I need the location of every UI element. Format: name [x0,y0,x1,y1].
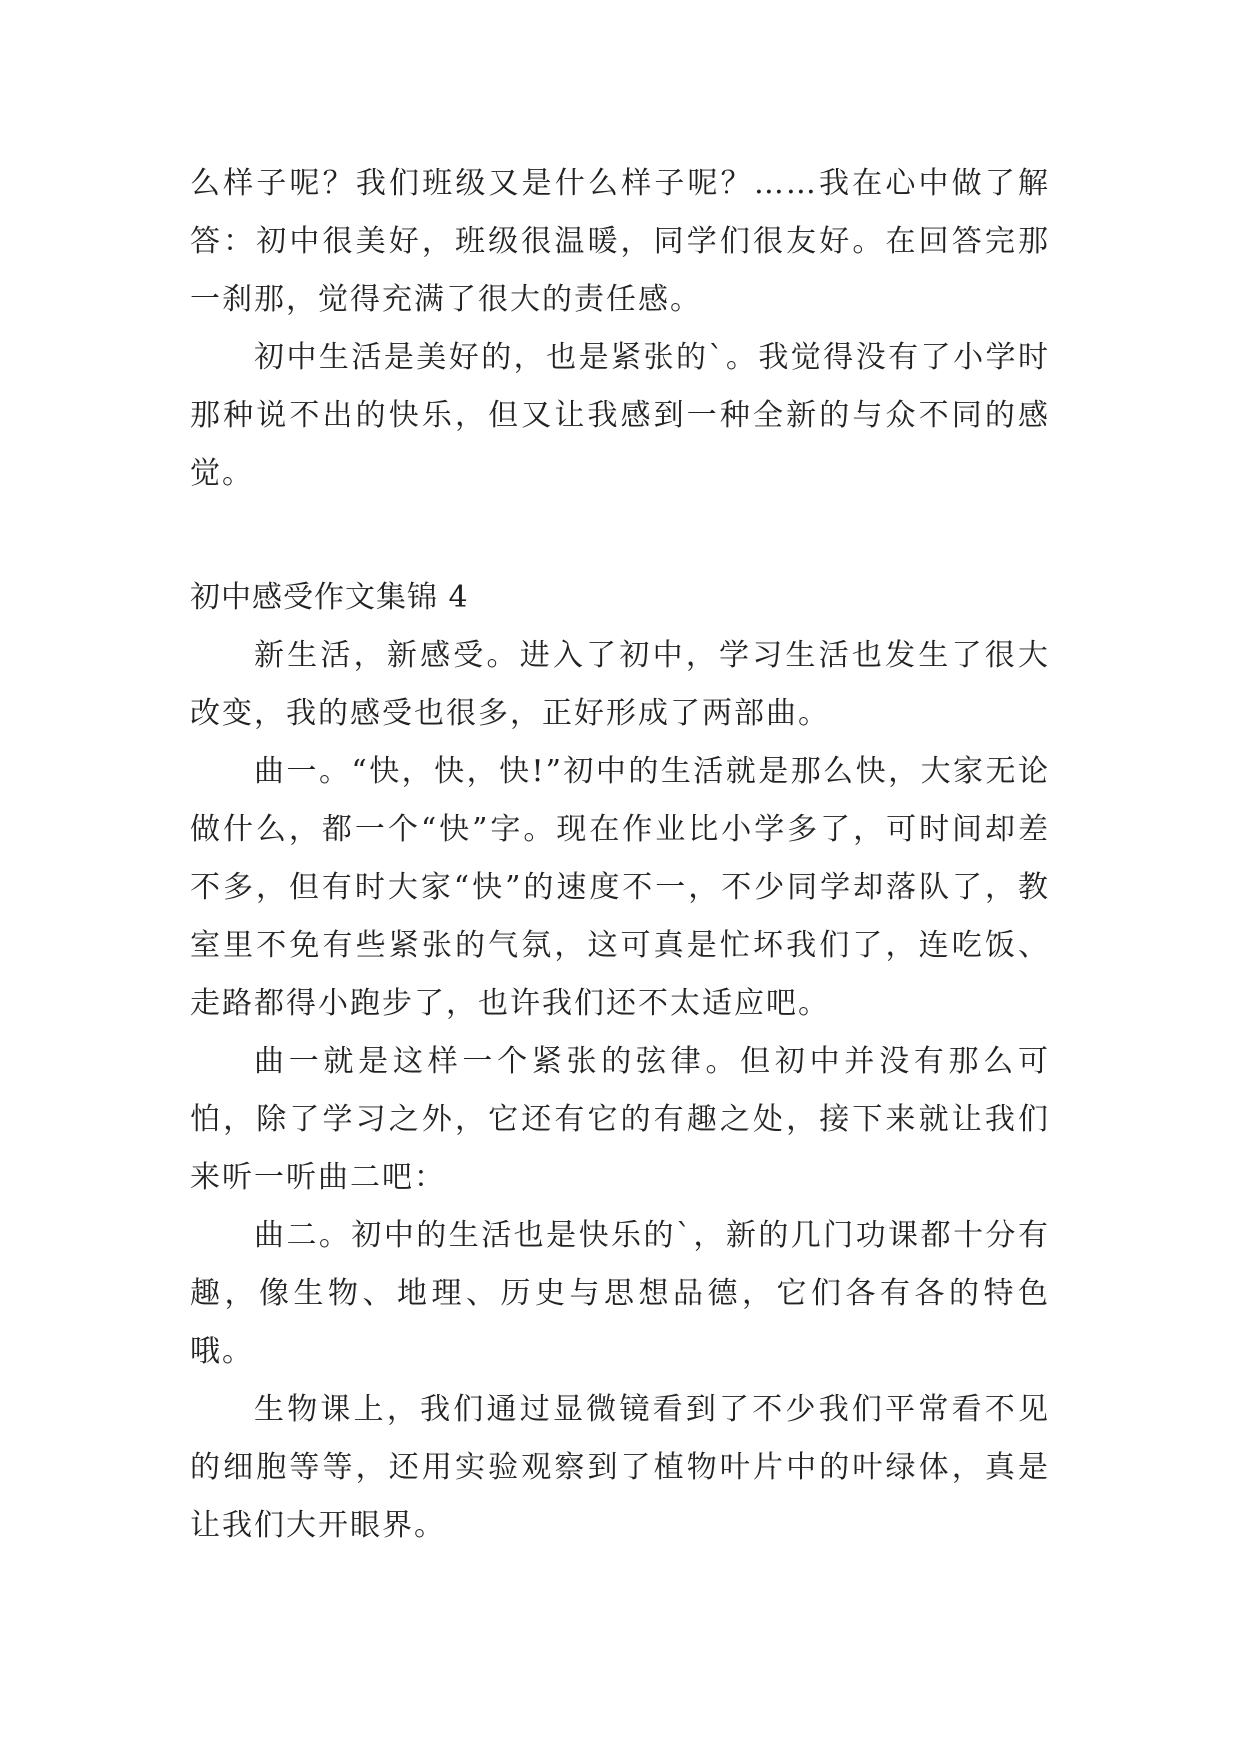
paragraph: 曲一就是这样一个紧张的弦律。但初中并没有那么可怕，除了学习之外，它还有它的有趣之处，接下来就让我们来听一听曲二吧： [190,1044,1050,1195]
paragraph-continued: 么样子呢？我们班级又是什么样子呢？……我在心中做了解答：初中很美好，班级很温暖，同学们很友好。在回答完那一刹那，觉得充满了很大的责任感。 [190,166,1050,317]
paragraph: 曲一。“快，快，快!”初中的生活就是那么快，大家无论做什么，都一个“快”字。现在作业比小学多了，可时间却差不多，但有时大家“快”的速度不一，不少同学却落队了，教室里不免有些紧张的气氛，这可真是忙坏我们了，连吃饭、走路都得小跑步了，也许我们还不太适应吧。 [190,754,1050,1021]
section-heading: 初中感受作文集锦 4 [190,580,469,615]
paragraph: 曲二。初中的生活也是快乐的`，新的几门功课都十分有趣，像生物、地理、历史与思想品德，它们各有各的特色哦。 [190,1218,1050,1369]
document-body [190,155,1050,1555]
paragraph: 初中生活是美好的，也是紧张的`。我觉得没有了小学时那种说不出的快乐，但又让我感到一种全新的与众不同的感觉。 [190,340,1050,491]
paragraph: 新生活，新感受。进入了初中，学习生活也发生了很大改变，我的感受也很多，正好形成了两部曲。 [190,638,1050,731]
paragraph: 生物课上，我们通过显微镜看到了不少我们平常看不见的细胞等等，还用实验观察到了植物叶片中的叶绿体，真是让我们大开眼界。 [190,1392,1050,1543]
